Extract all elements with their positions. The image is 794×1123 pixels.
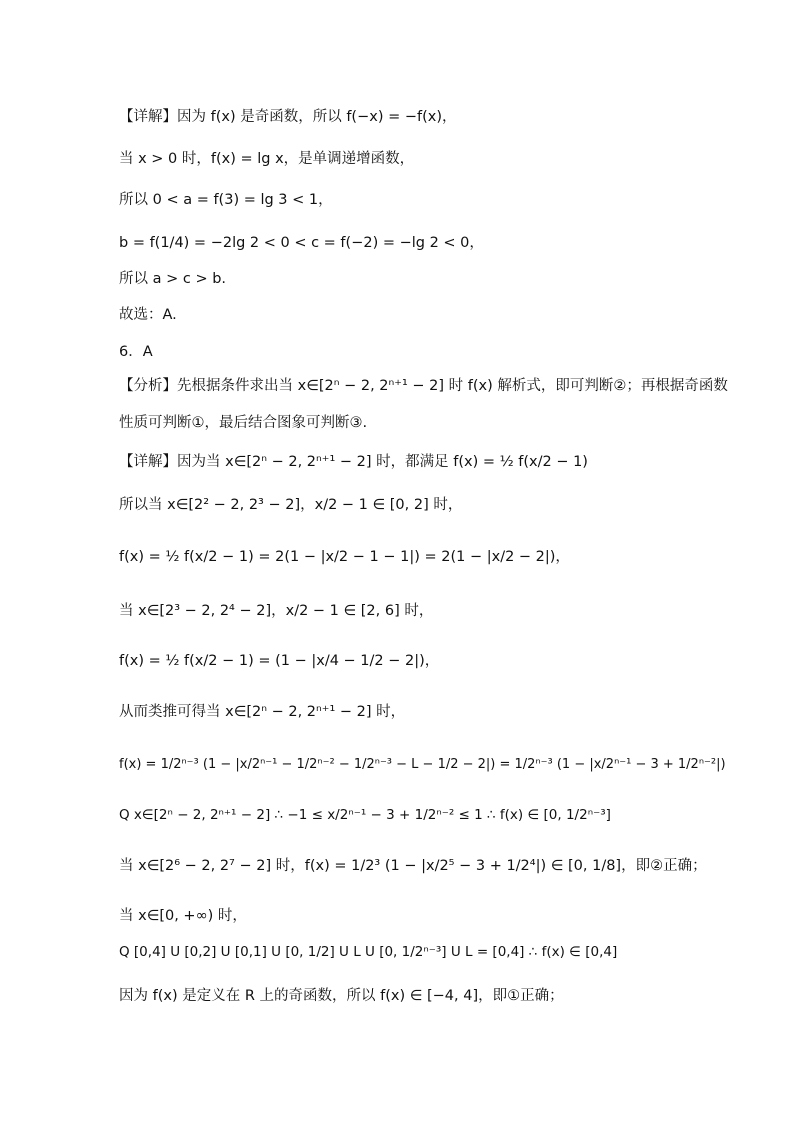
text-line-detail-5: 当 x∈[0, +∞) 时， [119,908,247,924]
text-line-detail-3: 当 x∈[2³ − 2, 2⁴ − 2]，x/2 − 1 ∈ [2, 6] 时， [119,603,434,619]
text-line-5: 所以 a > c > b. [119,271,227,287]
formula-line-2: f(x) = ½ f(x/2 − 1) = (1 − |x/4 − 1/2 − 2|)， [119,653,440,669]
text-line-3: 所以 0 < a = f(3) = lg 3 < 1， [119,192,333,208]
text-line-2: 当 x > 0 时，f(x) = lg x，是单调递增函数， [119,151,415,167]
formula-line-5: 当 x∈[2⁶ − 2, 2⁷ − 2] 时，f(x) = 1/2³ (1 − |x/2⁵ − 3 + 1/2⁴|) ∈ [0, 1/8]，即②正确； [119,858,707,874]
text-line-detail-2: 所以当 x∈[2² − 2, 2³ − 2]，x/2 − 1 ∈ [0, 2] 时， [119,497,463,513]
text-line-6: 故选：A. [119,307,177,323]
text-line-detail-4: 从而类推可得当 x∈[2ⁿ − 2, 2ⁿ⁺¹ − 2] 时， [119,704,406,720]
text-line-detail-1: 【详解】因为当 x∈[2ⁿ − 2, 2ⁿ⁺¹ − 2] 时，都满足 f(x) = ½ f(x/2 − 1) [119,454,588,470]
formula-line-1: f(x) = ½ f(x/2 − 1) = 2(1 − |x/2 − 1 − 1|) = 2(1 − |x/2 − 2|)， [119,549,570,565]
formula-line-4: Q x∈[2ⁿ − 2, 2ⁿ⁺¹ − 2] ∴ −1 ≤ x/2ⁿ⁻¹ − 3 + 1/2ⁿ⁻² ≤ 1 ∴ f(x) ∈ [0, 1/2ⁿ⁻³] [119,807,611,823]
text-line-detail-6: 因为 f(x) 是定义在 R 上的奇函数，所以 f(x) ∈ [−4, 4]，即①正确； [119,988,564,1004]
text-line-analysis-2: 性质可判断①，最后结合图象可判断③. [119,415,368,431]
formula-line-6: Q [0,4] U [0,2] U [0,1] U [0, 1/2] U L U [0, 1/2ⁿ⁻³] U L = [0,4] ∴ f(x) ∈ [0,4] [119,944,618,960]
text-line-analysis-1: 【分析】先根据条件求出当 x∈[2ⁿ − 2, 2ⁿ⁺¹ − 2] 时 f(x) 解析式，即可判断②；再根据奇函数 [119,378,728,394]
text-line-1: 【详解】因为 f(x) 是奇函数，所以 f(−x) = −f(x)， [119,109,457,125]
question-number: 6．A [119,344,153,360]
formula-line-3: f(x) = 1/2ⁿ⁻³ (1 − |x/2ⁿ⁻¹ − 1/2ⁿ⁻² − 1/2ⁿ⁻³ − L − 1/2 − 2|) = 1/2ⁿ⁻³ (1 − |x/2ⁿ⁻¹ − 3 + 1/2ⁿ⁻²|) [119,757,726,772]
text-line-4: b = f(1/4) = −2lg 2 < 0 < c = f(−2) = −lg 2 < 0， [119,235,484,251]
